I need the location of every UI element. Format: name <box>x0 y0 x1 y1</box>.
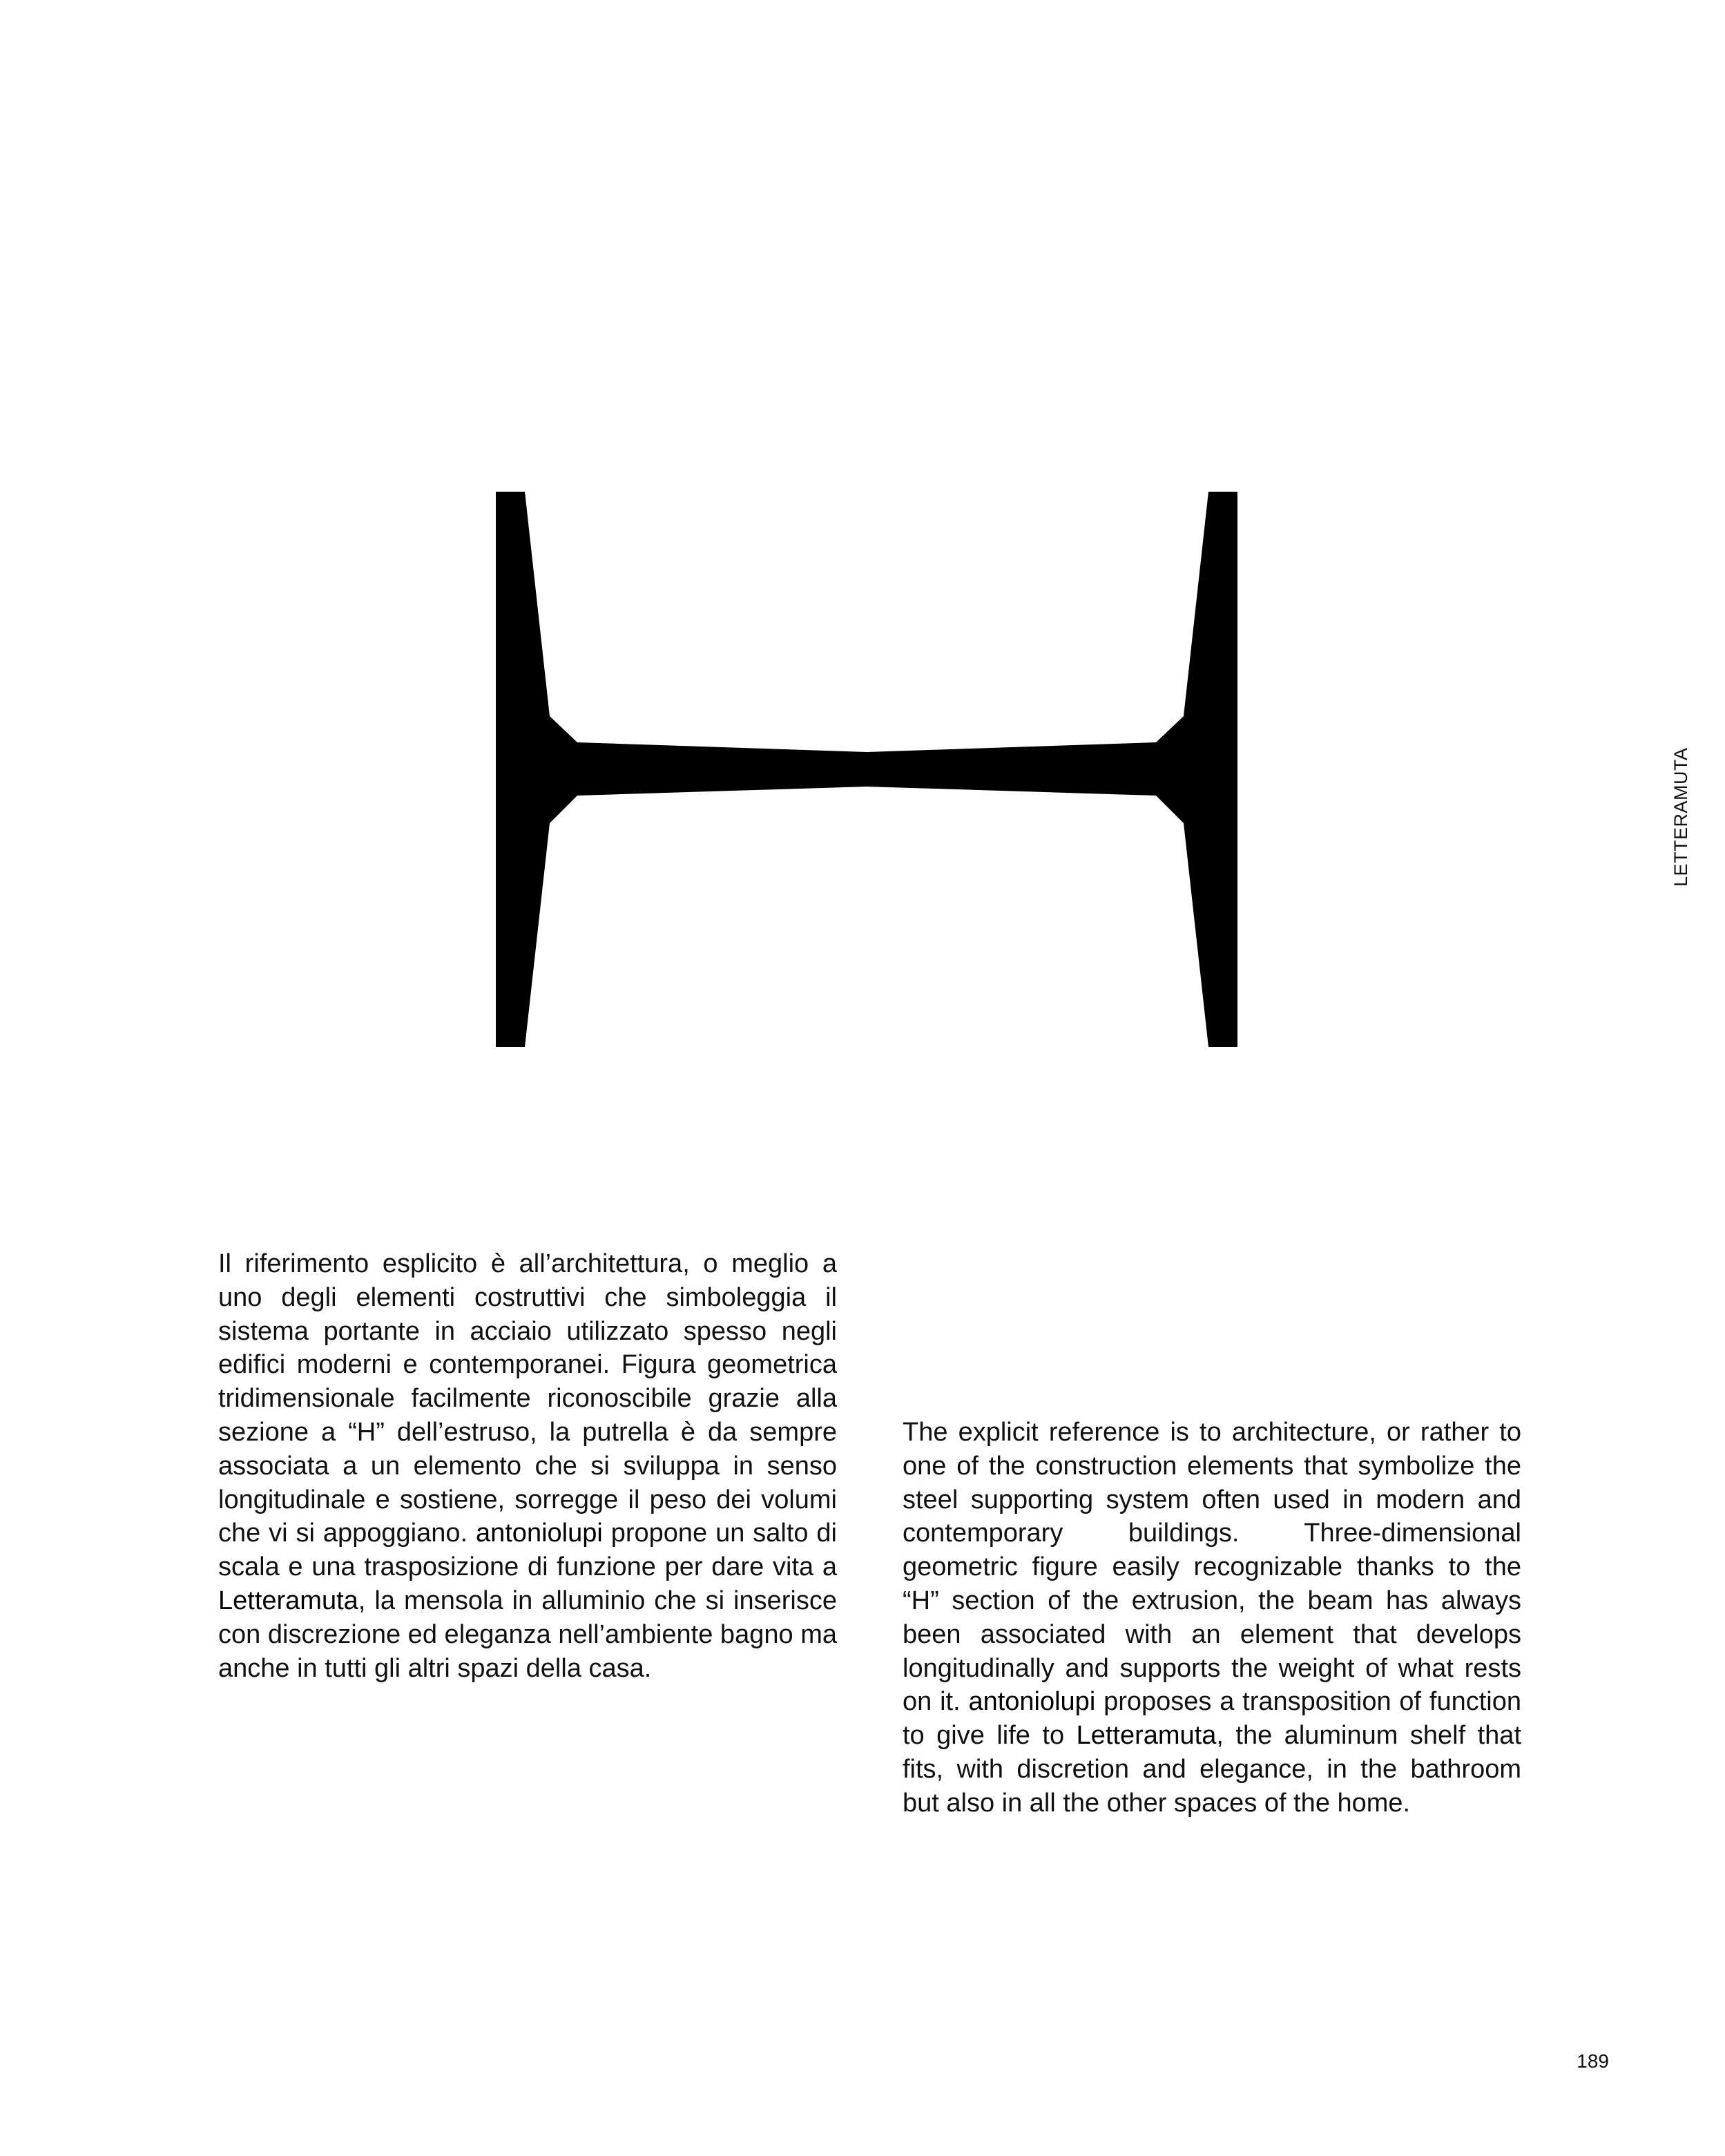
english-brand-name: antoniolupi <box>968 1687 1096 1717</box>
italian-text-3: , la mensola in alluminio che si inserisce con discrezione ed eleganza nell’ambiente bagno ma anche in tutti gli altri spazi della casa. <box>218 1586 837 1683</box>
italian-brand-name: antoniolupi <box>475 1519 603 1548</box>
h-beam-profile-icon <box>496 492 1237 1047</box>
english-paragraph <box>903 1416 1521 1820</box>
english-text-1: The explicit reference is to architecture, or rather to one of the construction elements that symbolize the steel supporting system often used in modern and contemporary buildings. Three-dimensional geometric figure easily recognizable thanks to the “H” section of the extrusion, the beam has always been associated with an element that develops longitudinally and supports the weight of what rests on it. <box>903 1418 1521 1717</box>
english-text-3: , the aluminum shelf that fits, with discretion and elegance, in the bathroom but also in all the other spaces of the home. <box>903 1721 1521 1818</box>
italian-text-2: propone un salto di scala e una trasposizione di funzione per dare vita a <box>218 1519 837 1582</box>
page-number: 189 <box>1577 2050 1609 2072</box>
italian-text-1: Il riferimento esplicito è all’architettura, o meglio a uno degli elementi costruttivi che simboleggia il sistema portante in acciaio utilizzato spesso negli edifici moderni e contemporanei. Figura geometrica tridimensionale facilmente riconoscibile grazie alla sezione a “H” dell’estruso, la putrella è da sempre associata a un elemento che si sviluppa in senso longitudinale e sostiene, sorregge il peso dei volumi che vi si appoggiano. <box>218 1249 837 1548</box>
section-label: LETTERAMUTA <box>1670 747 1691 887</box>
english-text-2: proposes a transposition of function to give life to <box>903 1687 1521 1751</box>
h-beam-shape <box>496 492 1237 1047</box>
english-product-name: Letteramuta <box>1076 1721 1217 1751</box>
italian-product-name: Letteramuta <box>218 1586 358 1615</box>
italian-paragraph <box>218 1247 837 1685</box>
